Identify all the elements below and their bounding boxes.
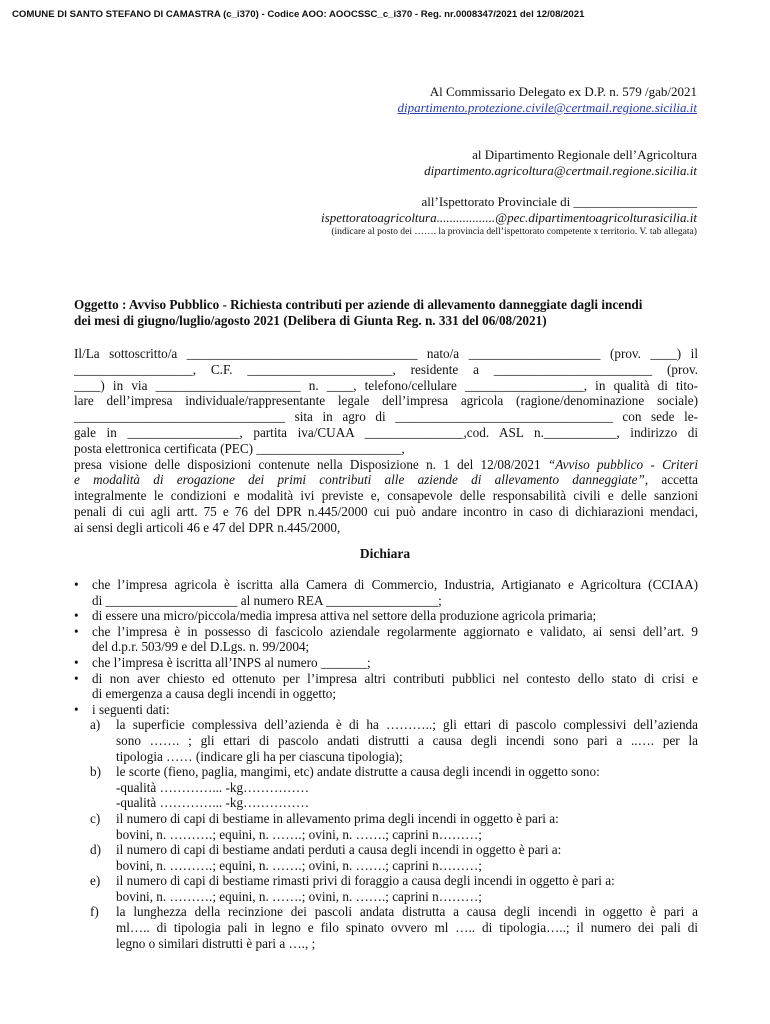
declarant-paragraph <box>74 346 698 536</box>
body-line: gale in _________________, partita iva/CUAA _______________,cod. ASL n.___________, indirizzo di <box>74 424 698 440</box>
body-line: ai sensi degli articoli 46 e 47 del DPR n.445/2000, <box>74 519 341 535</box>
subitem-letter: f) <box>90 904 99 920</box>
subitem-d <box>74 842 698 873</box>
body-line: penali di cui agli artt. 75 e 76 del DPR n.445/2000 cui può andare incontro in caso di dichiarazioni mendaci, <box>74 503 698 519</box>
body-line: integralmente le condizioni e modalità ivi previste e, consapevole delle responsabilità civili e delle sanzioni <box>74 488 698 504</box>
subitem-line: bovini, n. ……….; equini, n. …….; ovini, n. …….; caprini n………; <box>116 857 482 873</box>
body-line: __________________, C.F. ______________________, residente a ________________________ (prov. <box>74 361 698 377</box>
recipient-commissario <box>398 84 697 116</box>
bullet-icon: • <box>74 701 79 717</box>
body-line: ____) in via ______________________ n. ____, telefono/cellulare __________________, in qualità di tito- <box>74 377 698 393</box>
subitem-line: il numero di capi di bestiame andati perduti a causa degli incendi in oggetto è pari a: <box>116 842 562 858</box>
recipient-ispettorato-title: all’Ispettorato Provinciale di ___________________ <box>421 194 697 209</box>
subitem-line: il numero di capi di bestiame in allevamento prima degli incendi in oggetto è pari a: <box>116 810 559 826</box>
subitem-c <box>74 811 698 842</box>
list-item <box>74 624 698 655</box>
list-item-line: che l’impresa è iscritta all’INPS al numero _______; <box>92 654 371 670</box>
body-text-italic: e modalità di erogazione dei primi contributi alle aziende di allevamento danneggiate”, <box>74 472 649 488</box>
subitem-line: la lunghezza della recinzione dei pascoli andata distrutta a causa degli incendi in oggetto è pari a <box>116 904 698 920</box>
body-text-italic: “Avviso pubblico - Criteri <box>547 456 698 472</box>
subitem-b <box>74 764 698 811</box>
list-item <box>74 577 698 608</box>
recipient-commissario-title: Al Commissario Delegato ex D.P. n. 579 /gab/2021 <box>429 84 697 99</box>
bullet-icon: • <box>74 577 79 592</box>
body-text-segment: accetta <box>648 472 698 488</box>
recipient-ispettorato <box>321 194 697 238</box>
bullet-icon: • <box>74 623 79 639</box>
subitem-line: il numero di capi di bestiame rimasti privi di foraggio a causa degli incendi in oggetto è pari a: <box>116 873 615 889</box>
list-item-line: che l’impresa agricola è iscritta alla Camera di Commercio, Industria, Artigianato e Agricoltura (CCIAA) <box>92 577 698 592</box>
list-item <box>74 655 698 671</box>
list-item <box>74 702 698 718</box>
recipient-dipartimento-email: dipartimento.agricoltura@certmail.regione.sicilia.it <box>424 163 697 178</box>
recipient-ispettorato-note: (indicare al posto dei ……. la provincia dell’ispettorato competente x territorio. V. tab allegata) <box>331 226 697 237</box>
subitem-line: legno o similari distrutti è pari a …., ; <box>116 935 316 951</box>
bullet-icon: • <box>74 670 79 686</box>
subitem-line: sono ……. ; gli ettari di pascolo andati distrutti a causa degli incendi sono pari a ..…. per la <box>116 732 698 748</box>
subitem-letter: a) <box>90 717 101 733</box>
body-line: Il/La sottoscritto/a ___________________________________ nato/a ____________________ (prov. ____) il <box>74 346 698 361</box>
subitem-line: ml….. di tipologia pali in legno e filo spinato ovvero ml ….. di tipologia…..; il numero dei pali di <box>116 920 698 936</box>
body-line: lare dell’impresa individuale/rappresentante legale dell’impresa agricola (ragione/denominazione sociale) <box>74 393 698 409</box>
recipient-dipartimento-title: al Dipartimento Regionale dell’Agricoltura <box>472 147 697 162</box>
protocol-header: COMUNE DI SANTO STEFANO DI CAMASTRA (c_i370) - Codice AOO: AOOCSSC_c_i370 - Reg. nr.0008347/2021 del 12/08/2021 <box>12 9 585 20</box>
list-item <box>74 671 698 702</box>
subitem-line: tipologia …… (indicare gli ha per ciascuna tipologia); <box>116 748 403 764</box>
dichiara-heading: Dichiara <box>359 546 411 561</box>
declarations-list <box>74 577 698 951</box>
subject-line-2: dei mesi di giugno/luglio/agosto 2021 (Delibera di Giunta Reg. n. 331 del 06/08/2021) <box>74 313 547 328</box>
list-item <box>74 608 698 624</box>
body-line: ________________________________ sita in agro di _________________________________ con sede le- <box>74 409 698 425</box>
list-item-line: che l’impresa è in possesso di fascicolo aziendale regolarmente aggiornato e validato, ai sensi dell’art. 9 <box>92 623 698 639</box>
body-text-segment: presa visione delle disposizioni contenute nella Disposizione n. 1 del 12/08/2021 <box>74 456 548 472</box>
subitem-a <box>74 717 698 764</box>
subitem-line: bovini, n. ……….; equini, n. …….; ovini, n. …….; caprini n………; <box>116 826 482 842</box>
bullet-icon: • <box>74 654 79 670</box>
bullet-icon: • <box>74 608 79 624</box>
list-item-line: i seguenti dati: <box>92 701 170 717</box>
subitem-f <box>74 904 698 951</box>
body-line <box>74 457 698 473</box>
subitem-line: -qualità …………... -kg…………… <box>116 779 310 795</box>
subitem-line: -qualità …………... -kg…………… <box>116 795 310 811</box>
subitem-line: bovini, n. ……….; equini, n. …….; ovini, n. …….; caprini n………; <box>116 888 482 904</box>
list-item-line: del d.p.r. 503/99 e del D.Lgs. n. 99/2004; <box>92 639 310 655</box>
recipient-commissario-email-link[interactable]: dipartimento.protezione.civile@certmail.regione.sicilia.it <box>397 100 697 115</box>
body-line <box>74 472 698 488</box>
subject-line-1: Oggetto : Avviso Pubblico - Richiesta contributi per aziende di allevamento danneggiate dagli incendi <box>74 297 643 312</box>
subitem-letter: d) <box>90 842 101 858</box>
subitem-e <box>74 873 698 904</box>
subject-block <box>74 297 699 329</box>
recipient-dipartimento <box>424 147 697 179</box>
list-item-line: di essere una micro/piccola/media impresa attiva nel settore della produzione agricola primaria; <box>92 608 597 624</box>
subitem-letter: e) <box>90 873 101 889</box>
list-item-line: di emergenza a causa degli incendi in oggetto; <box>92 686 337 702</box>
subitem-letter: c) <box>90 810 101 826</box>
recipient-ispettorato-email: ispettoratoagricoltura..................@pec.dipartimentoagricolturasicilia.it <box>321 210 697 225</box>
subitem-line: la superficie complessiva dell’azienda è di ha ………..; gli ettari di pascolo complessivi dell’azienda <box>116 717 698 733</box>
list-item-line: di ____________________ al numero REA _________________; <box>92 592 442 608</box>
body-line: posta elettronica certificata (PEC) ______________________, <box>74 440 405 456</box>
data-subitems <box>74 717 698 951</box>
subitem-line: le scorte (fieno, paglia, mangimi, etc) andate distrutte a causa degli incendi in oggetto sono: <box>116 764 600 780</box>
subitem-letter: b) <box>90 764 101 780</box>
list-item-line: di non aver chiesto ed ottenuto per l’impresa altri contributi pubblici nel contesto dello stato di crisi e <box>92 670 698 686</box>
